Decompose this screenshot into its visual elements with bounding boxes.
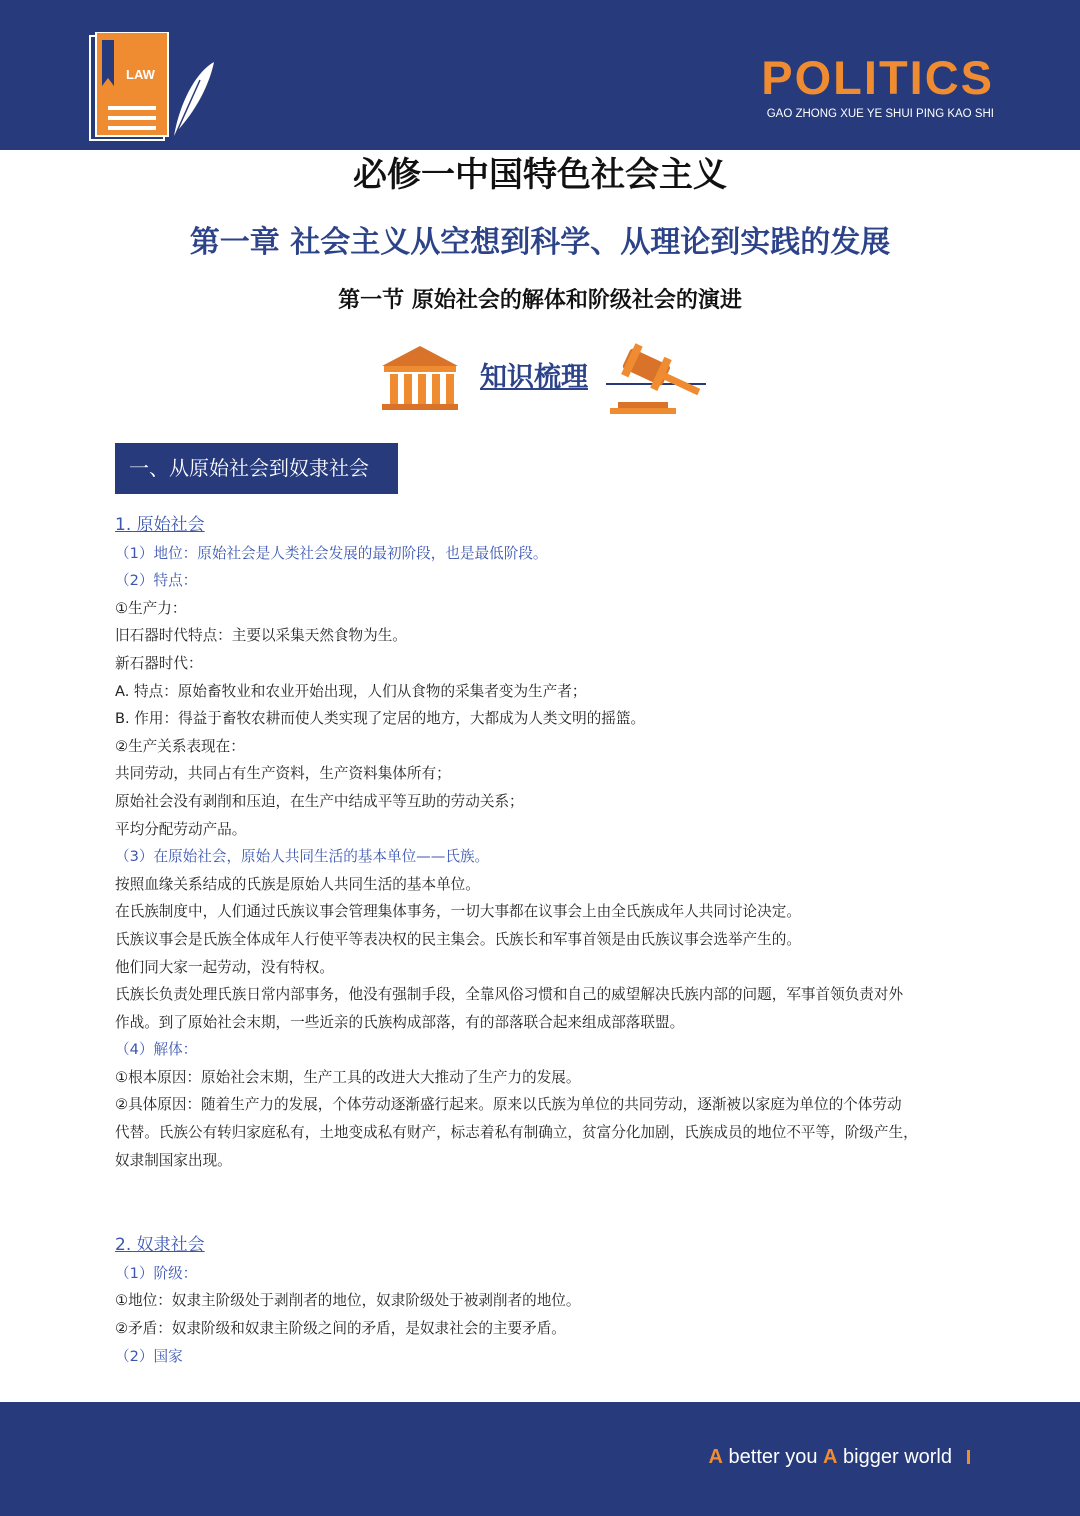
page-title: 必修一中国特色社会主义 (353, 155, 727, 195)
pillared-building-icon (380, 344, 460, 416)
text-line: （3）在原始社会，原始人共同生活的基本单位——氏族。 (115, 848, 490, 866)
footer-slogan (709, 1442, 952, 1472)
text-line: 作战。到了原始社会末期，一些近亲的氏族构成部落，有的部落联合起来组成部落联盟。 (115, 1013, 685, 1031)
subheading-slave-society[interactable]: 2. 奴隶社会 (115, 1235, 205, 1256)
subheading-primitive-society[interactable]: 1. 原始社会 (115, 515, 205, 535)
section-banner: 一、从原始社会到奴隶社会 (115, 443, 398, 494)
text-line: ②矛盾：奴隶阶级和奴隶主阶级之间的矛盾，是奴隶社会的主要矛盾。 (115, 1320, 566, 1338)
slogan-text: bigger world (837, 1446, 952, 1468)
text-line: 代替。氏族公有转归家庭私有，土地变成私有财产，标志着私有制确立，贫富分化加剧，氏族成员的地位不平等，阶级产生， (115, 1124, 918, 1142)
content-body (115, 512, 975, 1370)
page-header (0, 0, 1080, 150)
text-line: 他们同大家一起劳动，没有特权。 (115, 958, 334, 976)
text-line: 奴隶制国家出现。 (115, 1151, 232, 1169)
text-line: A. 特点：原始畜牧业和农业开始出现，人们从食物的采集者变为生产者； (115, 682, 587, 700)
text-line: （2）国家 (115, 1347, 183, 1365)
page-footer (0, 1402, 1080, 1516)
text-line: 原始社会没有剥削和压迫，在生产中结成平等互助的劳动关系； (115, 792, 524, 810)
text-line: （4）解体： (115, 1041, 198, 1059)
text-line: ①生产力： (115, 599, 187, 617)
spacer (115, 1174, 975, 1232)
text-line: B. 作用：得益于畜牧农耕而使人类实现了定居的地方，大都成为人类文明的摇篮。 (115, 710, 646, 728)
text-line: 氏族长负责处理氏族日常内部事务，他没有强制手段，全靠风俗习惯和自己的威望解决氏族内部的问题，军事首领负责对外 (115, 986, 904, 1004)
text-line: ②具体原因：随着生产力的发展，个体劳动逐渐盛行起来。原来以氏族为单位的共同劳动，逐渐被以家庭为单位的个体劳动 (115, 1096, 902, 1114)
section-title: 第一节 原始社会的解体和阶级社会的演进 (338, 288, 742, 313)
text-line: （1）阶级： (115, 1264, 198, 1282)
text-line: （1）地位：原始社会是人类社会发展的最初阶段，也是最低阶段。 (115, 544, 548, 562)
brand-subtitle: GAO ZHONG XUE YE SHUI PING KAO SHI (766, 108, 994, 120)
chapter-title: 第一章 社会主义从空想到科学、从理论到实践的发展 (189, 225, 891, 260)
text-line: 在氏族制度中，人们通过氏族议事会管理集体事务，一切大事都在议事会上由全氏族成年人共同讨论决定。 (115, 903, 801, 921)
text-line: 平均分配劳动产品。 (115, 820, 247, 838)
knowledge-label: 知识梳理 (480, 362, 588, 393)
law-book-quill-icon (88, 32, 218, 144)
brand-title: POLITICS (761, 51, 994, 104)
knowledge-heading-row (380, 340, 720, 416)
text-line: ①根本原因：原始社会末期，生产工具的改进大大推动了生产力的发展。 (115, 1068, 581, 1086)
slogan-text: better you (722, 1446, 824, 1468)
text-line: 共同劳动，共同占有生产资料，生产资料集体所有； (115, 765, 451, 783)
text-line: ①地位：奴隶主阶级处于剥削者的地位，奴隶阶级处于被剥削者的地位。 (115, 1292, 581, 1310)
text-line: 氏族议事会是氏族全体成年人行使平等表决权的民主集会。氏族长和军事首领是由氏族议事会选举产生的。 (115, 930, 801, 948)
text-line: 旧石器时代特点：主要以采集天然食物为生。 (115, 627, 407, 645)
footer-mark (967, 1450, 970, 1464)
gavel-icon (606, 342, 710, 418)
logo-text: LAW (126, 67, 155, 82)
brand-block (761, 52, 994, 122)
text-line: （2）特点： (115, 572, 198, 590)
text-line: ②生产关系表现在： (115, 737, 245, 755)
text-line: 按照血缘关系结成的氏族是原始人共同生活的基本单位。 (115, 875, 480, 893)
text-line: 新石器时代： (115, 654, 203, 672)
slogan-accent: A (708, 1446, 723, 1468)
slogan-accent: A (823, 1446, 838, 1468)
